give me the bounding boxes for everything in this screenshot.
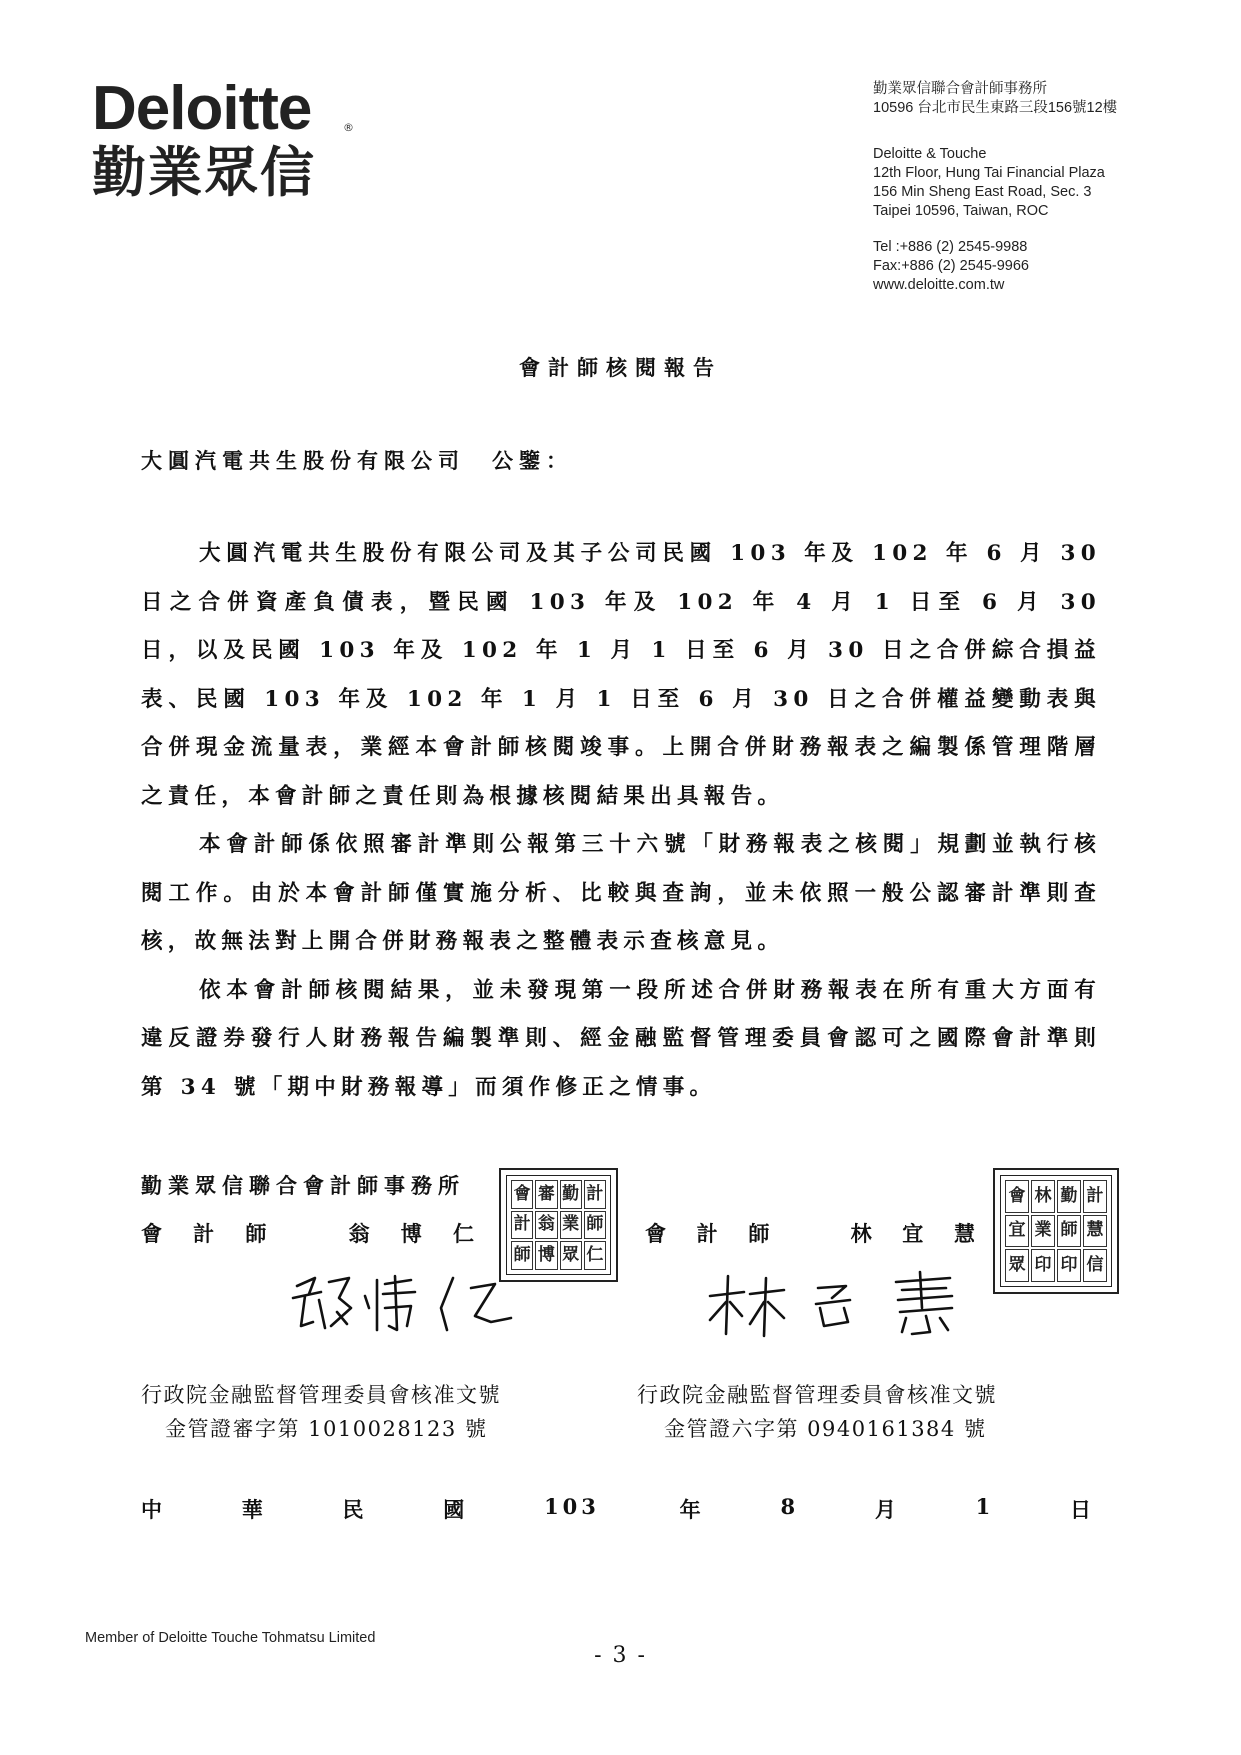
- title-char: 計: [696, 1221, 718, 1246]
- address-chinese: [873, 80, 1117, 118]
- seal-char: 會: [511, 1180, 533, 1209]
- seal-char: 勤: [560, 1180, 582, 1209]
- date-month: 8: [780, 1494, 796, 1519]
- seal-char: 計: [1083, 1180, 1107, 1213]
- seal-char: 會: [1005, 1180, 1029, 1213]
- firm-name-zh: 勤業眾信聯合會計師事務所: [873, 81, 1047, 97]
- telephone: Tel :+886 (2) 2545-9988: [873, 239, 1028, 255]
- title-char: 會: [645, 1221, 666, 1246]
- name-char: 慧: [953, 1221, 975, 1246]
- signature-left: [285, 1268, 520, 1338]
- date-part: 民: [342, 1497, 364, 1522]
- name-char: 宜: [902, 1221, 924, 1246]
- address-line-3: Taipei 10596, Taiwan, ROC: [873, 203, 1049, 219]
- seal-char: 宜: [1005, 1215, 1029, 1248]
- date-part: 國: [443, 1497, 465, 1522]
- firm-name: 勤業眾信聯合會計師事務所: [141, 1173, 465, 1198]
- fax: Fax:+886 (2) 2545-9966: [873, 258, 1029, 274]
- date-part: 日: [1069, 1497, 1091, 1522]
- name-char: 翁: [348, 1221, 370, 1246]
- seal-char: 仁: [584, 1241, 606, 1270]
- seal-char: 眾: [560, 1241, 582, 1270]
- address-line-1: 12th Floor, Hung Tai Financial Plaza: [873, 165, 1105, 181]
- seal-right-chars: [1005, 1180, 1107, 1282]
- license-authority: 行政院金融監督管理委員會核准文號: [141, 1383, 501, 1407]
- seal-char: 計: [511, 1211, 533, 1240]
- contact-info: [873, 238, 1029, 295]
- seal-char: 計: [584, 1180, 606, 1209]
- seal-char: 信: [1083, 1249, 1107, 1282]
- page-number: - 3 -: [594, 1643, 647, 1668]
- license-right: [637, 1378, 997, 1446]
- signature-right: [700, 1268, 970, 1340]
- website: www.deloitte.com.tw: [873, 277, 1005, 293]
- seal-char: 業: [1031, 1215, 1055, 1248]
- report-date: [141, 1494, 1091, 1524]
- report-title: 會計師核閱報告: [519, 355, 722, 380]
- deloitte-logo-chinese: 勤業眾信: [92, 141, 316, 204]
- seal-char: 師: [584, 1211, 606, 1240]
- seal-char: 勤: [1057, 1180, 1081, 1213]
- license-number: 金管證六字第 0940161384 號: [664, 1417, 987, 1441]
- date-year: 103: [544, 1494, 600, 1519]
- paragraph-1: 大圓汽電共生股份有限公司及其子公司民國 103 年及 102 年 6 月 30 日之合併資產負債表，暨民國 103 年及 102 年 4 月 1 日至 6 月 30 日，以及民國 103 年及 102 年 1 月 1 日至 6 月 30 日之合併綜合損益表、民國 103 年及 102 年 1 月 1 日至 6 月 30 日之合併權益變動表與合併現金流量表，業經本會計師核閱竣事。上開合併財務報表之編製係管理階層之責任，本會計師之責任則為根據核閱結果出具報告。: [141, 541, 1101, 809]
- name-char: 林: [850, 1221, 872, 1246]
- firm-name-en: Deloitte & Touche: [873, 146, 987, 162]
- seal-char: 師: [1057, 1215, 1081, 1248]
- seal-char: 眾: [1005, 1249, 1029, 1282]
- date-day: 1: [975, 1494, 991, 1519]
- date-part: 華: [241, 1497, 263, 1522]
- name-char: 仁: [452, 1221, 474, 1246]
- signatory-left-label: [141, 1218, 474, 1248]
- seal-char: 印: [1057, 1249, 1081, 1282]
- title-char: 會: [141, 1221, 162, 1246]
- seal-char: 印: [1031, 1249, 1055, 1282]
- seal-left-chars: [511, 1180, 606, 1270]
- date-part: 中: [141, 1497, 162, 1522]
- seal-left: [499, 1168, 618, 1282]
- seal-right: [993, 1168, 1119, 1294]
- title-char: 師: [245, 1221, 267, 1246]
- license-authority: 行政院金融監督管理委員會核准文號: [637, 1383, 997, 1407]
- seal-char: 博: [535, 1241, 557, 1270]
- title-char: 師: [748, 1221, 770, 1246]
- license-left: [141, 1378, 501, 1446]
- address-english: [873, 145, 1105, 221]
- paragraph-3: 依本會計師核閱結果，並未發現第一段所述合併財務報表在所有重大方面有違反證券發行人財務報告編製準則、經金融監督管理委員會認可之國際會計準則第 34 號「期中財務報導」而須作修正之情事。: [141, 977, 1101, 1100]
- date-part: 年: [679, 1497, 701, 1522]
- registered-mark: ®: [343, 121, 354, 134]
- addressee: 大圓汽電共生股份有限公司 公鑒：: [141, 448, 573, 473]
- footer-member-text: Member of Deloitte Touche Tohmatsu Limited: [85, 1630, 376, 1646]
- date-part: 月: [874, 1497, 896, 1522]
- report-body: [141, 530, 1101, 1112]
- seal-char: 林: [1031, 1180, 1055, 1213]
- seal-char: 慧: [1083, 1215, 1107, 1248]
- address-line-2: 156 Min Sheng East Road, Sec. 3: [873, 184, 1092, 200]
- license-number: 金管證審字第 1010028123 號: [165, 1417, 488, 1441]
- address-line-zh: 10596 台北市民生東路三段156號12樓: [873, 100, 1118, 116]
- name-char: 博: [400, 1221, 422, 1246]
- seal-char: 翁: [535, 1211, 557, 1240]
- deloitte-logo: Deloitte: [92, 74, 312, 143]
- signatory-right-label: [645, 1218, 975, 1248]
- seal-char: 審: [535, 1180, 557, 1209]
- seal-char: 業: [560, 1211, 582, 1240]
- seal-char: 師: [511, 1241, 533, 1270]
- paragraph-2: 本會計師係依照審計準則公報第三十六號「財務報表之核閱」規劃並執行核閱工作。由於本會計師僅實施分析、比較與查詢，並未依照一般公認審計準則查核，故無法對上開合併財務報表之整體表示查核意見。: [141, 832, 1101, 954]
- title-char: 計: [193, 1221, 215, 1246]
